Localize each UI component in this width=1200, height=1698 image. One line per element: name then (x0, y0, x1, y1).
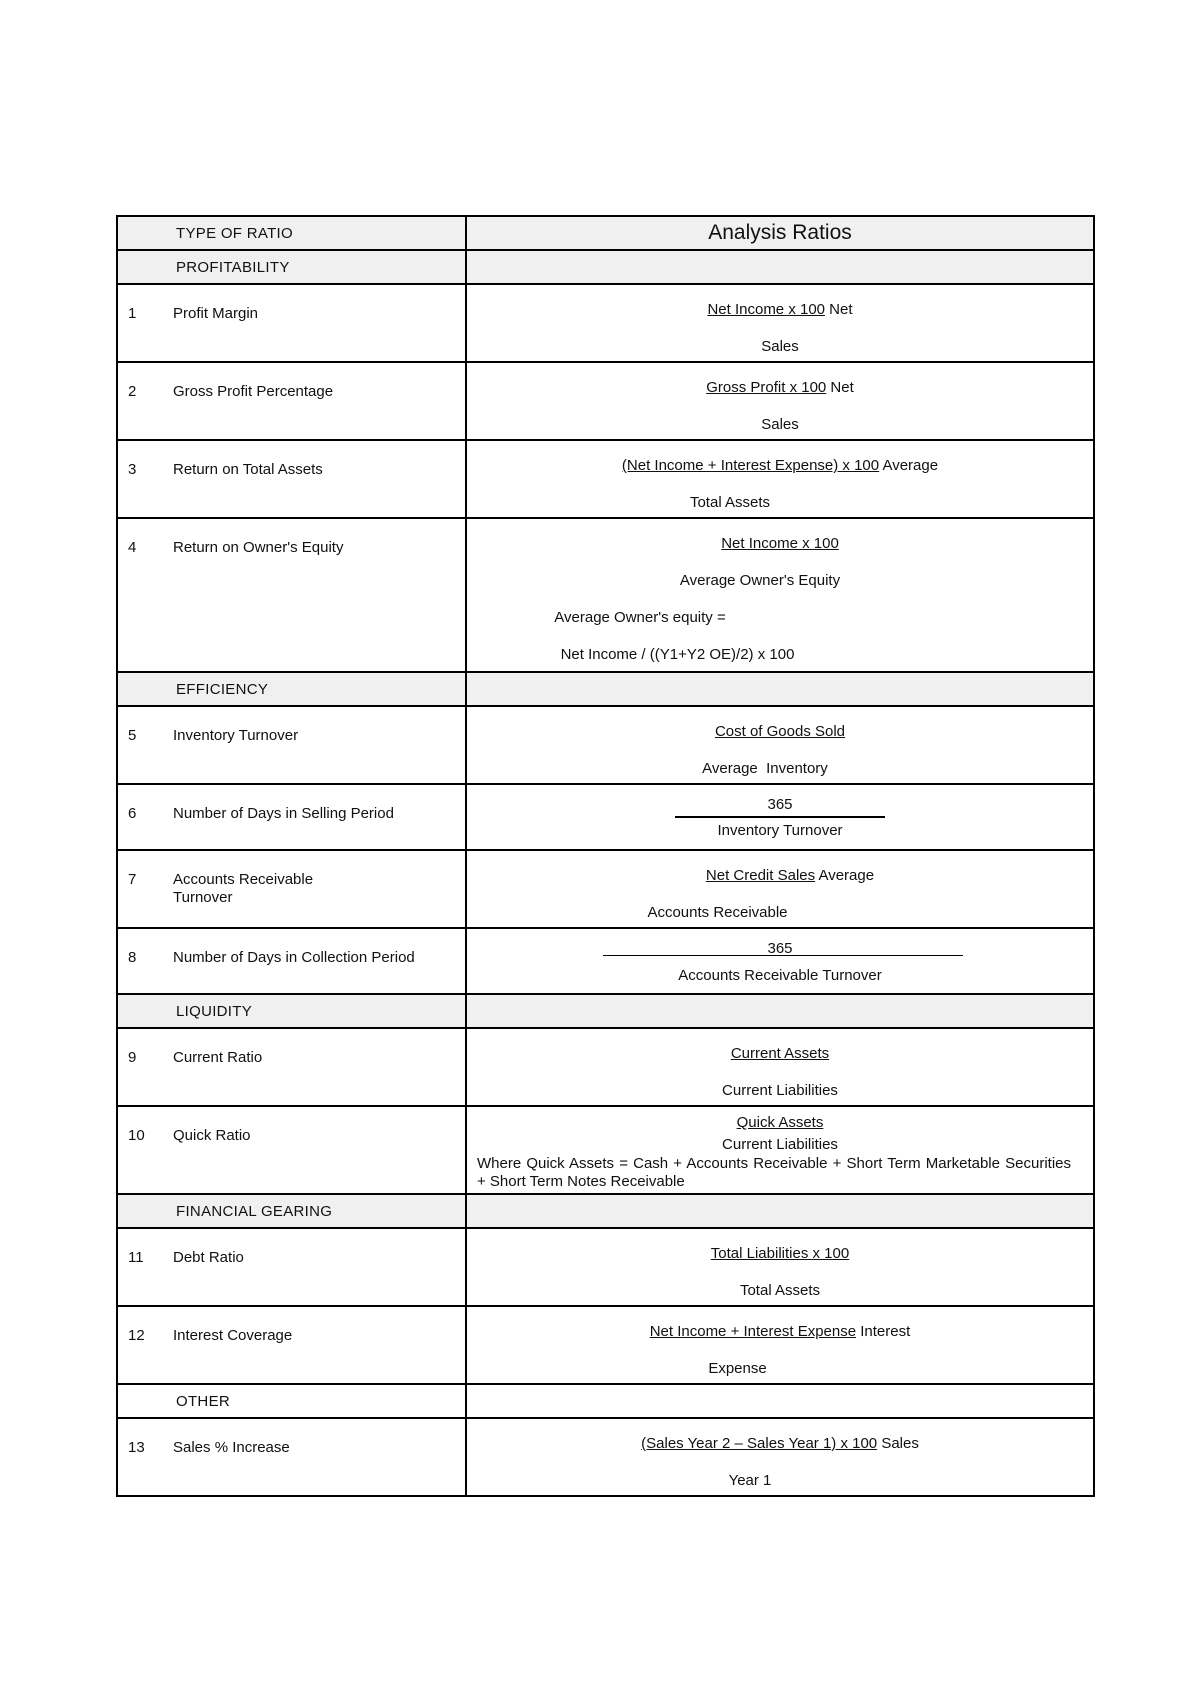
section-label: OTHER (117, 1384, 466, 1418)
table-row (117, 928, 1094, 994)
ratio-number: 4 (128, 539, 137, 556)
table-row (117, 440, 1094, 518)
formula-text: Sales (877, 1435, 919, 1452)
table-row (117, 518, 1094, 672)
formula-denominator: Inventory Turnover (717, 822, 843, 839)
ratio-formula (467, 1229, 1093, 1300)
ratio-name-line1: Accounts Receivable (173, 871, 314, 888)
ratio-formula (467, 1419, 1093, 1490)
section-label: FINANCIAL GEARING (117, 1194, 466, 1228)
ratio-formula (467, 285, 1093, 356)
formula-denominator: Current Liabilities (722, 1082, 838, 1099)
ratio-number: 13 (128, 1439, 145, 1456)
ratio-name: Inventory Turnover (173, 727, 299, 744)
formula-numerator: Cost of Goods Sold (714, 723, 846, 740)
ratio-name: Debt Ratio (173, 1249, 244, 1266)
formula-numerator: (Net Income + Interest Expense) x 100 (621, 457, 880, 474)
formula-note: Net Income / ((Y1+Y2 OE)/2) x 100 (560, 646, 795, 663)
formula-text: Net (825, 301, 853, 318)
ratio-formula (467, 441, 1093, 512)
ratio-name: Return on Owner's Equity (173, 539, 344, 556)
formula-denominator: Total Assets (739, 1282, 821, 1299)
table-row (117, 362, 1094, 440)
ratio-name: Sales % Increase (173, 1439, 290, 1456)
formula-numerator: Net Income x 100 (707, 301, 826, 318)
formula-denominator: Year 1 (728, 1472, 772, 1489)
formula-numerator: 365 (767, 796, 793, 813)
formula-denominator: Current Liabilities (722, 1136, 838, 1153)
formula-denominator: Average Owner's Equity (679, 572, 841, 589)
table-row (117, 284, 1094, 362)
ratio-number: 1 (128, 305, 137, 322)
ratio-formula (467, 1029, 1093, 1100)
table-row (117, 1028, 1094, 1106)
table-header-row (117, 216, 1094, 250)
formula-numerator: Quick Assets (736, 1114, 824, 1131)
ratio-name: Gross Profit Percentage (173, 383, 334, 400)
ratio-formula (467, 707, 1093, 778)
ratio-name: Return on Total Assets (173, 461, 323, 478)
formula-denominator: Total Assets (689, 494, 771, 511)
ratio-formula (467, 519, 1093, 664)
formula-denominator: Expense (708, 1360, 767, 1377)
formula-numerator: (Sales Year 2 – Sales Year 1) x 100 (641, 1435, 878, 1452)
ratio-number: 6 (128, 805, 137, 822)
section-row-efficiency (117, 672, 1094, 706)
ratio-name: Number of Days in Collection Period (173, 949, 415, 966)
formula-text: Average (879, 457, 939, 474)
formula-denominator: Accounts Receivable Turnover (678, 967, 882, 984)
section-label: LIQUIDITY (117, 994, 466, 1028)
type-of-ratio-header: TYPE OF RATIO (117, 216, 466, 250)
section-label: PROFITABILITY (117, 250, 466, 284)
table-row (117, 784, 1094, 850)
section-row-liquidity (117, 994, 1094, 1028)
formula-numerator: Gross Profit x 100 (706, 379, 827, 396)
table-row (117, 1306, 1094, 1384)
formula-denominator: Sales (761, 338, 799, 355)
ratio-number: 12 (128, 1327, 145, 1344)
ratio-name: Profit Margin (173, 305, 259, 322)
ratio-formula (467, 1107, 1093, 1191)
fraction-bar (675, 816, 885, 818)
quick-assets-definition: Where Quick Assets = Cash + Accounts Receivable + Short Term Marketable Securities + Short Term Notes Receivable (477, 1155, 1071, 1190)
table-row (117, 1106, 1094, 1194)
analysis-ratios-table (116, 215, 1095, 1497)
formula-text: Interest (856, 1323, 911, 1340)
ratio-number: 2 (128, 383, 137, 400)
ratio-name: Current Ratio (173, 1049, 263, 1066)
ratio-name-line2: Turnover (173, 889, 233, 906)
ratio-number: 5 (128, 727, 137, 744)
table-row (117, 706, 1094, 784)
formula-numerator: Net Income + Interest Expense (649, 1323, 857, 1340)
ratio-name: Number of Days in Selling Period (173, 805, 394, 822)
formula-text: Net (826, 379, 854, 396)
ratio-number: 3 (128, 461, 137, 478)
table-title: Analysis Ratios (466, 216, 1094, 250)
section-label: EFFICIENCY (117, 672, 466, 706)
formula-denominator: Accounts Receivable (647, 904, 788, 921)
formula-denominator: Average Inventory (702, 760, 828, 777)
table-row (117, 1418, 1094, 1496)
section-row-other (117, 1384, 1094, 1418)
section-row-profitability (117, 250, 1094, 284)
ratio-number: 10 (128, 1127, 145, 1144)
formula-note: Average Owner's equity = (554, 609, 726, 626)
ratio-formula (467, 851, 1093, 922)
formula-denominator: Sales (761, 416, 799, 433)
formula-numerator: 365 (767, 940, 793, 957)
section-row-financial-gearing (117, 1194, 1094, 1228)
ratio-number: 8 (128, 949, 137, 966)
ratio-number: 7 (128, 871, 137, 888)
table-row (117, 850, 1094, 928)
formula-text: Average (815, 867, 875, 884)
formula-numerator: Net Income x 100 (721, 535, 839, 552)
ratio-name: Quick Ratio (173, 1127, 251, 1144)
ratio-number: 11 (128, 1249, 144, 1266)
ratio-formula (467, 785, 1093, 840)
formula-numerator: Current Assets (730, 1045, 830, 1062)
formula-numerator: Net Credit Sales (705, 867, 816, 884)
ratio-formula (467, 1307, 1093, 1378)
ratio-formula (467, 929, 1093, 985)
table-row (117, 1228, 1094, 1306)
formula-numerator: Total Liabilities x 100 (710, 1245, 850, 1262)
ratio-formula (467, 363, 1093, 434)
ratio-number: 9 (128, 1049, 137, 1066)
ratio-name: Interest Coverage (173, 1327, 293, 1344)
